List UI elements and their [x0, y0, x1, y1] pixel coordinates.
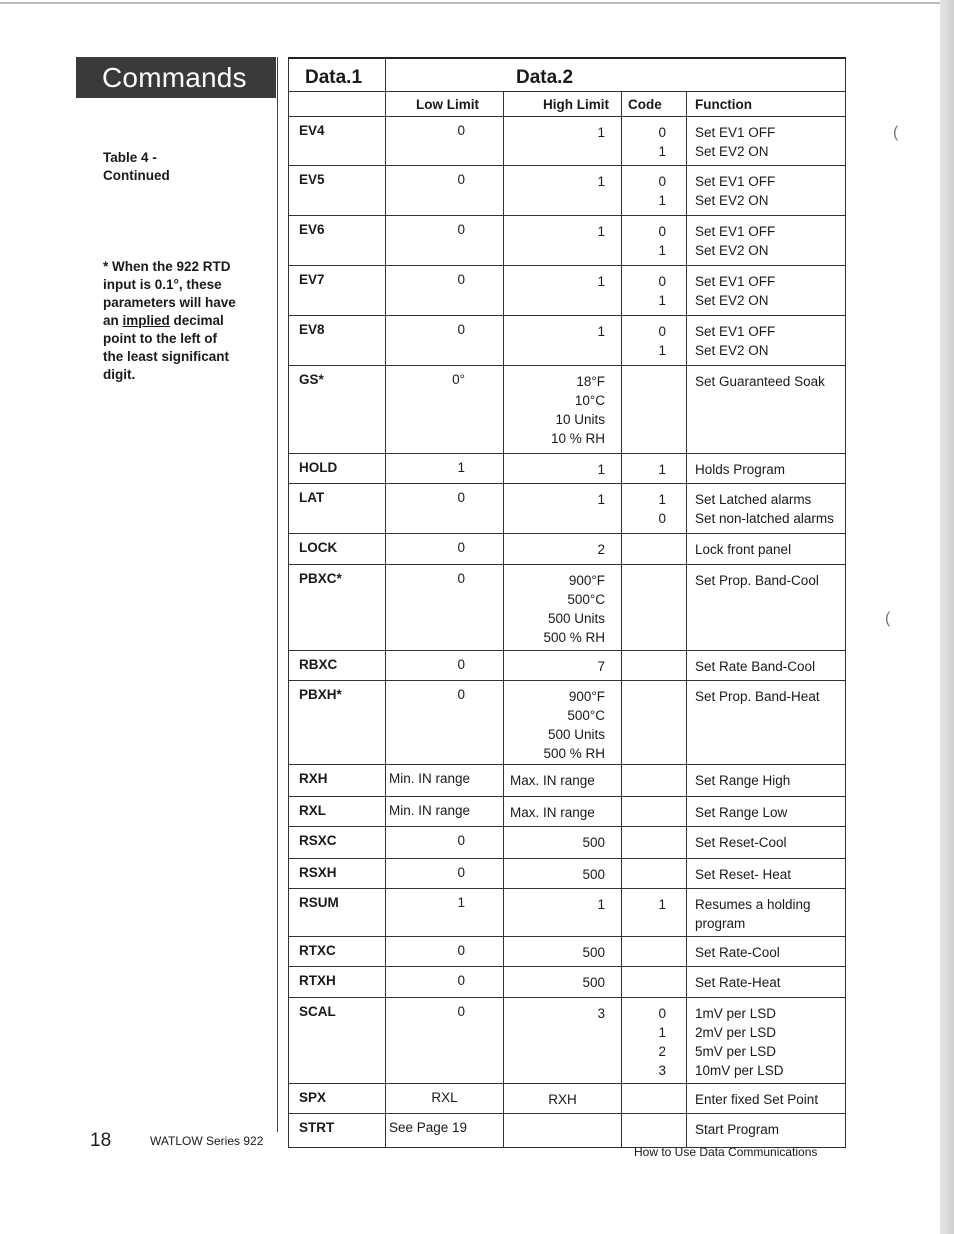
code-cell: [622, 266, 687, 316]
high-limit-cell: [504, 765, 622, 797]
function-text: Set EV1 OFF: [695, 224, 776, 239]
command-cell: RTXC: [289, 937, 386, 967]
high-limit-cell: [504, 797, 622, 827]
high-limit-value: 500°C: [567, 708, 605, 723]
table-row: [289, 166, 846, 216]
header-low-limit: Low Limit: [386, 92, 504, 117]
code-value: 1: [658, 243, 666, 258]
caption-line: Table 4 -: [103, 150, 157, 165]
high-limit-cell: [504, 859, 622, 889]
code-value: 0: [658, 1006, 666, 1021]
high-limit-value: 1: [597, 462, 605, 477]
code-value: 0: [658, 324, 666, 339]
low-limit-cell: 0: [386, 827, 504, 859]
low-limit-cell: 0: [386, 216, 504, 266]
code-value: 3: [658, 1063, 666, 1078]
code-cell: [622, 797, 687, 827]
table-row: [289, 765, 846, 797]
high-limit-cell: [504, 827, 622, 859]
code-cell: [622, 889, 687, 937]
function-cell: [687, 889, 846, 937]
function-text: Enter fixed Set Point: [695, 1092, 819, 1107]
footnote-line: input is 0.1°, these: [103, 277, 222, 292]
code-cell: [622, 998, 687, 1084]
high-limit-value: 500: [582, 975, 605, 990]
low-limit-cell: 0: [386, 266, 504, 316]
high-limit-cell: [504, 216, 622, 266]
table-row: [289, 651, 846, 681]
low-limit-cell: 0: [386, 998, 504, 1084]
function-text: Set Rate-Cool: [695, 945, 780, 960]
footnote-underlined-word: implied: [122, 313, 170, 328]
high-limit-cell: [504, 681, 622, 765]
high-limit-value: 1: [597, 125, 605, 140]
high-limit-cell: [504, 937, 622, 967]
code-value: 0: [658, 125, 666, 140]
command-cell: STRT: [289, 1114, 386, 1148]
low-limit-cell: 0: [386, 166, 504, 216]
table-body: [289, 117, 846, 1148]
high-limit-cell: [504, 1114, 622, 1148]
function-text: 2mV per LSD: [695, 1025, 777, 1040]
table-row: [289, 534, 846, 565]
code-value: 0: [658, 224, 666, 239]
high-limit-cell: [504, 454, 622, 484]
header-command: [289, 92, 386, 117]
command-cell: RTXH: [289, 967, 386, 998]
function-text: Start Program: [695, 1122, 780, 1137]
function-cell: [687, 998, 846, 1084]
function-cell: [687, 484, 846, 534]
function-cell: [687, 937, 846, 967]
high-limit-value: 500°C: [567, 592, 605, 607]
header-function: Function: [687, 92, 846, 117]
margin-rule: [277, 57, 278, 1132]
function-text: Set EV2 ON: [695, 293, 769, 308]
footnote-line: parameters will have: [103, 295, 236, 310]
code-cell: [622, 1084, 687, 1114]
high-limit-value: 500 Units: [547, 611, 605, 626]
high-limit-value: 1: [597, 274, 605, 289]
low-limit-cell: Min. IN range: [386, 765, 504, 797]
function-cell: [687, 534, 846, 565]
function-cell: [687, 166, 846, 216]
table-row: [289, 797, 846, 827]
high-limit-value: 1: [597, 897, 605, 912]
command-cell: RSXC: [289, 827, 386, 859]
function-cell: [687, 797, 846, 827]
low-limit-cell: 0: [386, 681, 504, 765]
function-text: 10mV per LSD: [695, 1063, 784, 1078]
command-cell: RBXC: [289, 651, 386, 681]
high-limit-value: 500: [582, 867, 605, 882]
page-number: 18: [90, 1130, 112, 1151]
function-cell: [687, 216, 846, 266]
function-cell: [687, 765, 846, 797]
code-value: 1: [658, 343, 666, 358]
table-row: [289, 454, 846, 484]
table-row: [289, 937, 846, 967]
function-text: Set Rate-Heat: [695, 975, 781, 990]
function-text: program: [695, 916, 746, 931]
scan-mark: (: [885, 610, 891, 627]
footnote-line: the least significant: [103, 349, 230, 364]
high-limit-value: 500 % RH: [543, 630, 605, 645]
low-limit-cell: 1: [386, 454, 504, 484]
code-value: 1: [658, 897, 666, 912]
high-limit-value: 10 Units: [555, 412, 605, 427]
command-cell: SPX: [289, 1084, 386, 1114]
high-limit-cell: [504, 998, 622, 1084]
high-limit-value: 500 Units: [547, 727, 605, 742]
table-row: [289, 216, 846, 266]
low-limit-cell: 0: [386, 651, 504, 681]
command-cell: LAT: [289, 484, 386, 534]
command-cell: RSUM: [289, 889, 386, 937]
code-cell: [622, 967, 687, 998]
table-row: [289, 565, 846, 651]
code-value: 1: [658, 492, 666, 507]
high-limit-value: 2: [597, 542, 605, 557]
table-row: [289, 316, 846, 366]
function-text: Set EV1 OFF: [695, 274, 776, 289]
function-text: Set EV1 OFF: [695, 125, 776, 140]
function-text: 1mV per LSD: [695, 1006, 777, 1021]
section-banner: Commands: [76, 57, 276, 98]
footnote-fragment: an: [103, 313, 123, 328]
table-row: [289, 889, 846, 937]
command-cell: EV4: [289, 117, 386, 166]
low-limit-cell: 0: [386, 565, 504, 651]
code-cell: [622, 765, 687, 797]
high-limit-value: 500: [582, 945, 605, 960]
header-code: Code: [622, 92, 687, 117]
low-limit-cell: 0: [386, 316, 504, 366]
code-cell: [622, 484, 687, 534]
code-value: 1: [658, 462, 666, 477]
function-text: Lock front panel: [695, 542, 792, 557]
code-value: 1: [658, 144, 666, 159]
low-limit-cell: 1: [386, 889, 504, 937]
caption-line: Continued: [103, 168, 170, 183]
code-value: 0: [658, 511, 666, 526]
code-cell: [622, 366, 687, 454]
command-cell: RSXH: [289, 859, 386, 889]
function-cell: [687, 1114, 846, 1148]
function-text: Set EV2 ON: [695, 144, 769, 159]
table-row: [289, 967, 846, 998]
command-cell: RXH: [289, 765, 386, 797]
code-cell: [622, 534, 687, 565]
high-limit-value: 18°F: [576, 374, 605, 389]
table-row: [289, 117, 846, 166]
table-row: [289, 366, 846, 454]
high-limit-value: 1: [597, 174, 605, 189]
low-limit-cell: 0: [386, 117, 504, 166]
high-limit-value: 10 % RH: [550, 431, 605, 446]
command-cell: EV8: [289, 316, 386, 366]
high-limit-cell: [504, 651, 622, 681]
footer-section: How to Use Data Communications: [634, 1145, 818, 1159]
function-cell: [687, 366, 846, 454]
function-text: Set non-latched alarms: [695, 511, 834, 526]
function-text: Set Prop. Band-Cool: [695, 573, 819, 588]
function-text: Set EV2 ON: [695, 343, 769, 358]
code-cell: [622, 117, 687, 166]
code-cell: [622, 827, 687, 859]
code-cell: [622, 316, 687, 366]
high-limit-value: 1: [597, 324, 605, 339]
code-cell: [622, 565, 687, 651]
function-cell: [687, 651, 846, 681]
command-cell: EV5: [289, 166, 386, 216]
low-limit-cell: 0: [386, 859, 504, 889]
function-cell: [687, 316, 846, 366]
high-limit-value: RXH: [548, 1092, 577, 1107]
footnote-fragment: decimal: [169, 313, 224, 328]
low-limit-cell: 0: [386, 967, 504, 998]
function-text: Set Reset- Heat: [695, 867, 792, 882]
footer-product: WATLOW Series 922: [150, 1134, 264, 1148]
function-text: Set EV2 ON: [695, 193, 769, 208]
function-text: Set EV1 OFF: [695, 174, 776, 189]
high-limit-cell: [504, 266, 622, 316]
function-text: Set Guaranteed Soak: [695, 374, 825, 389]
function-cell: [687, 565, 846, 651]
function-text: Set Reset-Cool: [695, 835, 787, 850]
function-text: Set Range High: [695, 773, 791, 788]
high-limit-value: 900°F: [568, 689, 605, 704]
commands-table: [288, 57, 846, 1148]
code-cell: [622, 681, 687, 765]
code-cell: [622, 216, 687, 266]
command-cell: RXL: [289, 797, 386, 827]
command-cell: EV6: [289, 216, 386, 266]
table-row: [289, 859, 846, 889]
code-cell: [622, 166, 687, 216]
table-row: [289, 484, 846, 534]
high-limit-cell: [504, 565, 622, 651]
code-value: 1: [658, 193, 666, 208]
low-limit-cell: 0°: [386, 366, 504, 454]
high-limit-cell: [504, 366, 622, 454]
footnote-line: [103, 312, 253, 330]
function-text: Set Rate Band-Cool: [695, 659, 816, 674]
code-value: 0: [658, 174, 666, 189]
function-text: 5mV per LSD: [695, 1044, 777, 1059]
command-cell: GS*: [289, 366, 386, 454]
function-cell: [687, 827, 846, 859]
table-row: [289, 681, 846, 765]
command-cell: EV7: [289, 266, 386, 316]
low-limit-cell: See Page 19: [386, 1114, 504, 1148]
function-text: Set Prop. Band-Heat: [695, 689, 820, 704]
high-limit-value: 1: [597, 224, 605, 239]
high-limit-value: 7: [597, 659, 605, 674]
high-limit-cell: [504, 534, 622, 565]
high-limit-cell: [504, 316, 622, 366]
function-text: Holds Program: [695, 462, 786, 477]
function-cell: [687, 859, 846, 889]
scan-mark: (: [893, 124, 899, 141]
high-limit-value: 10°C: [574, 393, 605, 408]
high-limit-cell: [504, 967, 622, 998]
table-row: [289, 998, 846, 1084]
code-cell: [622, 651, 687, 681]
code-value: 2: [658, 1044, 666, 1059]
footnote: [103, 258, 253, 384]
low-limit-cell: 0: [386, 937, 504, 967]
high-limit-cell: [504, 484, 622, 534]
low-limit-cell: Min. IN range: [386, 797, 504, 827]
code-value: 0: [658, 274, 666, 289]
code-value: 1: [658, 293, 666, 308]
high-limit-value: 500: [582, 835, 605, 850]
function-text: Set EV1 OFF: [695, 324, 776, 339]
low-limit-cell: 0: [386, 534, 504, 565]
low-limit-cell: RXL: [386, 1084, 504, 1114]
high-limit-value: 500 % RH: [543, 746, 605, 761]
header-high-limit: High Limit: [504, 92, 622, 117]
function-text: Set Latched alarms: [695, 492, 812, 507]
page-edge-shadow: [940, 0, 954, 1234]
high-limit-value: 900°F: [568, 573, 605, 588]
function-cell: [687, 967, 846, 998]
command-cell: HOLD: [289, 454, 386, 484]
code-cell: [622, 1114, 687, 1148]
command-cell: SCAL: [289, 998, 386, 1084]
command-cell: LOCK: [289, 534, 386, 565]
footnote-line: * When the 922 RTD: [103, 259, 231, 274]
top-rule: [0, 2, 940, 4]
high-limit-cell: [504, 117, 622, 166]
code-cell: [622, 937, 687, 967]
code-cell: [622, 859, 687, 889]
high-limit-cell: [504, 166, 622, 216]
high-limit-value: Max. IN range: [510, 773, 595, 788]
low-limit-cell: 0: [386, 484, 504, 534]
high-limit-value: Max. IN range: [510, 805, 595, 820]
header-data1: Data.1: [289, 58, 386, 92]
high-limit-cell: [504, 1084, 622, 1114]
footnote-line: digit.: [103, 367, 136, 382]
table-row: [289, 827, 846, 859]
footnote-line: point to the left of: [103, 331, 217, 346]
table-row: [289, 1084, 846, 1114]
table-row: [289, 266, 846, 316]
high-limit-cell: [504, 889, 622, 937]
function-cell: [687, 266, 846, 316]
header-data2: Data.2: [386, 58, 846, 92]
function-cell: [687, 681, 846, 765]
function-text: Set Range Low: [695, 805, 788, 820]
table-row: [289, 1114, 846, 1148]
function-cell: [687, 454, 846, 484]
function-cell: [687, 117, 846, 166]
command-cell: PBXH*: [289, 681, 386, 765]
function-text: Resumes a holding: [695, 897, 811, 912]
high-limit-value: 1: [597, 492, 605, 507]
code-cell: [622, 454, 687, 484]
function-text: Set EV2 ON: [695, 243, 769, 258]
function-cell: [687, 1084, 846, 1114]
command-cell: PBXC*: [289, 565, 386, 651]
code-value: 1: [658, 1025, 666, 1040]
table-caption: [103, 149, 253, 185]
high-limit-value: 3: [597, 1006, 605, 1021]
